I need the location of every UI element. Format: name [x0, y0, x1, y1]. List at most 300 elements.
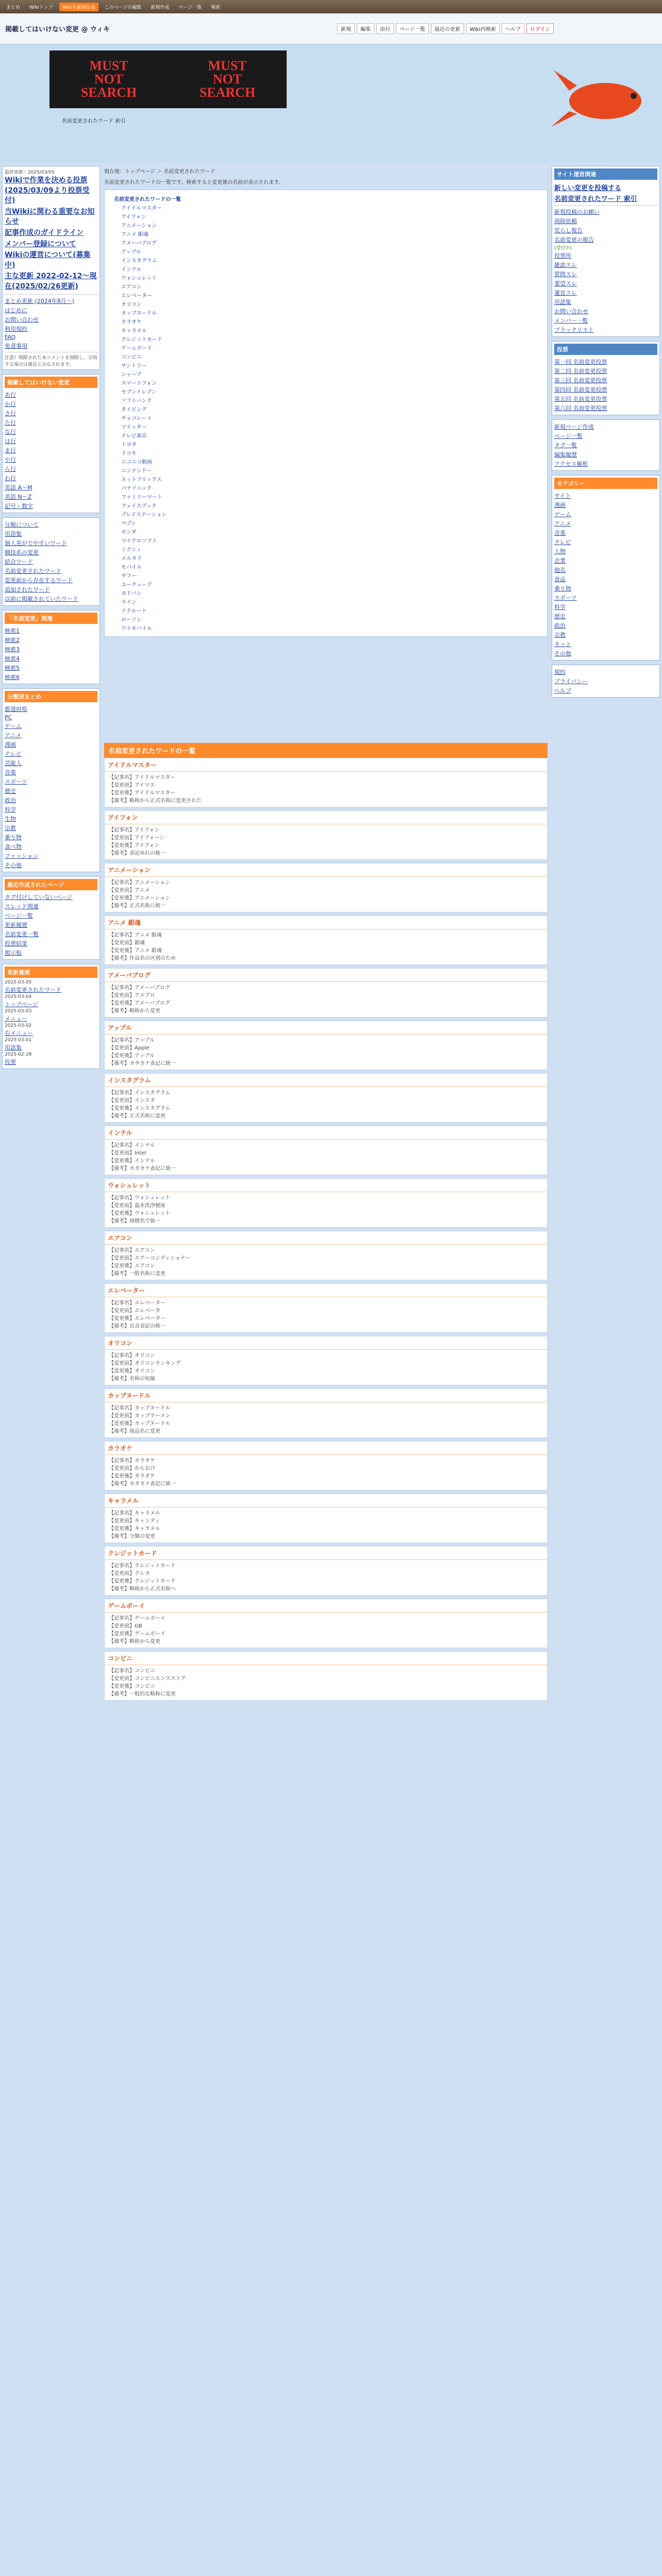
entry-line: 【変更後】エアコン: [109, 1263, 155, 1269]
banner: [0, 44, 662, 163]
entry-line: 【変更後】アメーバブログ: [109, 1001, 170, 1006]
entry-title[interactable]: インテル: [105, 1126, 547, 1140]
side-link[interactable]: 競技系の変更: [5, 549, 39, 556]
breadcrumb: 現在地：トップページ ＞ 名前変更されたワード: [104, 169, 216, 175]
side-link[interactable]: 追加されたワード: [5, 586, 50, 593]
history-link[interactable]: トップページ: [5, 1001, 39, 1008]
entry-line: 【備考】カタカナ表記に統一: [109, 1481, 176, 1487]
guideline-link[interactable]: 記事作成のガイドライン: [5, 228, 84, 237]
nav-item[interactable]: 新規: [337, 23, 355, 34]
nav-item[interactable]: 添付: [376, 23, 394, 34]
history-date: 2025-02-28: [5, 1052, 32, 1057]
toc-item[interactable]: ファミリーマート: [121, 495, 162, 500]
recent-link[interactable]: タグ付けしていないページ: [5, 893, 73, 901]
toc-item[interactable]: インスタグラム: [121, 258, 157, 264]
category-link[interactable]: 芸能人: [5, 759, 22, 767]
toc-item[interactable]: アイフォン: [121, 214, 146, 220]
category-link[interactable]: PC: [5, 714, 12, 721]
kana-link[interactable]: 英語 N〜Z: [5, 493, 32, 500]
recent-link[interactable]: 名前変更一覧: [5, 930, 39, 938]
history-link[interactable]: 名前変更されたワード: [5, 986, 61, 993]
toc-item[interactable]: チョコレート: [121, 416, 152, 421]
entry-title[interactable]: アイドルマスター: [105, 758, 547, 772]
right-category-link[interactable]: ネット: [554, 641, 571, 648]
history-box: [2, 964, 100, 1069]
entry-line: 【変更後】キャラメル: [109, 1526, 160, 1532]
entry-line: 【記事名】アニメ 銀魂: [109, 933, 162, 938]
side-link[interactable]: 結合ワード: [5, 558, 33, 565]
category-link[interactable]: ファッション: [5, 852, 39, 859]
right-category-link[interactable]: その他: [554, 650, 571, 657]
entry-card: [104, 863, 548, 912]
entry-line: 【変更前】アニメ: [109, 888, 150, 893]
category-link[interactable]: アニメ: [5, 732, 22, 739]
right-link[interactable]: 雑談スレ: [554, 262, 577, 268]
tag-link[interactable]: 検索2: [5, 636, 20, 643]
toc-item[interactable]: ゲームボーイ: [121, 346, 152, 351]
big-links: [5, 175, 97, 293]
toc-item[interactable]: トヨタ: [121, 442, 137, 448]
entry-card: [104, 1231, 548, 1280]
entry-line: 【変更前】アメブロ: [109, 993, 155, 998]
right-link[interactable]: お問い合わせ: [554, 308, 588, 315]
admin-link[interactable]: Wikiの運営について(募集中): [5, 251, 91, 269]
page-columns: [0, 163, 662, 1707]
category-link[interactable]: 都道府県: [5, 705, 27, 713]
tag-link[interactable]: 検索5: [5, 664, 20, 671]
left-note-link[interactable]: まとめ更新 (2024年8月〜): [5, 297, 75, 304]
entry-line: 【備考】カタカナ表記に統一: [109, 1166, 176, 1172]
toolbar-tab[interactable]: Wikiトップ: [29, 5, 53, 10]
new-wiki-button[interactable]: Wikiを新規作成: [59, 3, 98, 11]
toc-item[interactable]: タイピング: [121, 407, 147, 413]
entry-line: 【変更後】アイフォン: [109, 843, 160, 849]
entry-line: 【記事名】アニメーション: [109, 880, 171, 886]
toc-item[interactable]: モバイル: [121, 565, 142, 570]
toc-item[interactable]: シャープ: [121, 372, 142, 378]
category-link[interactable]: 漫画: [5, 741, 16, 748]
entry-title[interactable]: オリコン: [105, 1336, 547, 1350]
entry-title[interactable]: カラオケ: [105, 1442, 547, 1455]
toc-item[interactable]: ホンダ: [121, 530, 137, 535]
kana-link[interactable]: や行: [5, 456, 16, 463]
toc-item[interactable]: ドコモ: [121, 451, 137, 456]
right-category-link[interactable]: 漫画: [554, 502, 566, 509]
right-category-link[interactable]: テレビ: [554, 539, 571, 546]
right-category-link[interactable]: 政治: [554, 622, 566, 629]
vote-item[interactable]: 第二回 名前変更投票: [554, 368, 607, 375]
right-link[interactable]: メンバー一覧: [554, 317, 588, 324]
side-link[interactable]: 名前変更されたワード: [5, 567, 61, 574]
entry-line: 【変更前】アイフォーン: [109, 835, 165, 841]
right-link[interactable]: 運営スレ: [554, 290, 577, 296]
history-link[interactable]: メニュー: [5, 1015, 27, 1022]
kana-link[interactable]: ま行: [5, 447, 16, 454]
category-link[interactable]: 食べ物: [5, 843, 22, 850]
nav-item[interactable]: Wiki内検索: [466, 23, 500, 34]
browser-toolbar: [0, 0, 662, 13]
toc-item[interactable]: ネットフリックス: [121, 477, 162, 483]
kana-link[interactable]: あ行: [5, 391, 16, 398]
footer-link[interactable]: 規約: [554, 669, 566, 675]
right-category-link[interactable]: 宗教: [554, 632, 566, 638]
entry-body: [105, 1350, 547, 1385]
entry-card: [104, 1021, 548, 1070]
entry-line: 【変更後】カラオケ: [109, 1473, 155, 1479]
right-category-link[interactable]: 科学: [554, 604, 566, 611]
logo-text-left: MUST NOT SEARCH: [80, 58, 137, 100]
nav-item[interactable]: ページ一覧: [396, 23, 429, 34]
vote-link[interactable]: Wikiで作業を決める投票(2025/03/09より投票受付): [5, 176, 90, 205]
history-title: 更新履歴: [5, 967, 97, 978]
side-link[interactable]: 分類について: [5, 521, 39, 528]
toc-item[interactable]: キャラメル: [121, 328, 147, 334]
toc-item[interactable]: フェイスブック: [121, 503, 157, 509]
toc-item[interactable]: プレイステーション: [121, 512, 167, 518]
history-link[interactable]: 右メニュー: [5, 1029, 33, 1037]
entry-title[interactable]: コンビニ: [105, 1652, 547, 1665]
entry-line: 【変更後】カップヌードル: [109, 1421, 171, 1427]
right-category-link[interactable]: 歴史: [554, 613, 566, 620]
side-link[interactable]: 用語集: [5, 530, 22, 537]
entry-line: 【変更前】インスタ: [109, 1098, 155, 1104]
entry-card: [104, 1651, 548, 1701]
entry-line: 【変更前】クレカ: [109, 1571, 150, 1577]
entry-card: [104, 1546, 548, 1596]
toc-item[interactable]: ツイッター: [121, 425, 147, 430]
table-of-contents: [104, 190, 548, 637]
recent-link[interactable]: 更新履歴: [5, 921, 27, 928]
toc-item[interactable]: ユーチューブ: [121, 582, 152, 588]
vote-box: [552, 341, 660, 415]
entry-title[interactable]: カップヌードル: [105, 1389, 547, 1402]
toc-item[interactable]: ワイモバイル: [121, 626, 152, 632]
entry-line: 【変更後】インスタグラム: [109, 1106, 171, 1111]
right-category-link[interactable]: サイト: [554, 493, 571, 499]
entry-line: 【備考】名称の短縮: [109, 1376, 155, 1382]
status-badge: (受付中): [554, 246, 572, 251]
index-title: 掲載してはいけない変更: [5, 377, 97, 388]
tag-link[interactable]: 検索6: [5, 673, 20, 681]
entry-card: [104, 1336, 548, 1385]
recent-link[interactable]: スレッド関連: [5, 903, 39, 910]
entry-line: 【備考】表記ゆれの統一: [109, 851, 166, 856]
kana-link[interactable]: さ行: [5, 410, 16, 417]
banner-subtitle: 名前変更されたワード 索引: [62, 118, 126, 124]
entry-line: 【記事名】オリコン: [109, 1353, 155, 1359]
right-category-link[interactable]: アニメ: [554, 520, 571, 527]
left-note-link[interactable]: 利用規約: [5, 325, 27, 332]
kana-link[interactable]: 英語 A〜M: [5, 484, 32, 491]
entry-line: 【記事名】アイドルマスター: [109, 775, 176, 781]
nav-item[interactable]: ヘルプ: [502, 23, 524, 34]
left-note-link[interactable]: お問い合わせ: [5, 316, 39, 323]
notice-link[interactable]: 当Wikiに関わる重要なお知らせ: [5, 207, 95, 226]
toc-item[interactable]: エレベーター: [121, 293, 152, 299]
side-link[interactable]: 個人差がでやすいワード: [5, 539, 67, 547]
site-title[interactable]: 掲載してはいけない変更 @ ウィキ: [5, 26, 110, 33]
right-category-link[interactable]: ゲーム: [554, 511, 571, 518]
entry-line: 【備考】商品名に変更: [109, 1429, 160, 1434]
toc-item[interactable]: カラオケ: [121, 319, 142, 325]
entry-card: [104, 1388, 548, 1438]
entry-line: 【変更後】アニメーション: [109, 895, 171, 901]
toc-item[interactable]: アップル: [121, 249, 141, 255]
right-category-link[interactable]: 人物: [554, 548, 566, 555]
category-link[interactable]: 政治: [5, 796, 16, 804]
history-date: 2025-03-03: [5, 1008, 32, 1014]
intro-text: 名前変更されたワードの一覧です。検索すると変更後の名前が表示されます。: [104, 180, 284, 185]
tag-link[interactable]: 検索3: [5, 646, 20, 653]
entry-title[interactable]: ゲームボーイ: [105, 1599, 547, 1613]
toc-item[interactable]: ローソン: [121, 617, 142, 623]
entry-line: 【変更前】温水洗浄便座: [109, 1203, 166, 1209]
renamed-index-link[interactable]: 名前変更されたワード 索引: [554, 195, 637, 203]
right-link[interactable]: 削除依頼: [554, 218, 577, 225]
toc-heading[interactable]: 名前変更されたワードの一覧: [114, 197, 181, 202]
toc-item[interactable]: オリコン: [121, 302, 142, 308]
toc-item[interactable]: コンビニ: [121, 354, 142, 360]
entry-title[interactable]: ウォシュレット: [105, 1179, 547, 1192]
misc-box: [552, 419, 660, 471]
misc-link[interactable]: 新規ページ作成: [554, 423, 594, 430]
warning-text: 注意）削除された本コメントを削除し、引用する場合は違反とみなされます。: [5, 355, 98, 367]
category-link[interactable]: スポーツ: [5, 778, 27, 785]
entry-line: 【変更前】からおけ: [109, 1466, 155, 1471]
post-change-link[interactable]: 新しい変更を投稿する: [554, 184, 622, 192]
entry-body: [105, 1245, 547, 1280]
right-category-link[interactable]: 地名: [554, 567, 566, 573]
entry-line: 【備考】長音表記の統一: [109, 1324, 166, 1329]
entry-list: [104, 758, 548, 1701]
divider: [554, 205, 657, 206]
misc-link[interactable]: 編集履歴: [554, 451, 577, 458]
left-note-link[interactable]: 免責事項: [5, 342, 27, 349]
toc-item[interactable]: テレビ東京: [121, 433, 147, 439]
misc-link[interactable]: ページ一覧: [554, 433, 583, 439]
right-category-link[interactable]: 企業: [554, 557, 566, 564]
history-date: 2025-03-02: [5, 1023, 32, 1028]
entry-body: [105, 1140, 547, 1175]
entry-line: 【備考】略称から正式名称に変更された: [109, 798, 202, 804]
entry-line: 【変更後】ゲームボーイ: [109, 1631, 166, 1637]
category-link[interactable]: 宗教: [5, 824, 16, 832]
vote-item[interactable]: 第三回 名前変更投票: [554, 377, 607, 384]
right-link[interactable]: 名前変更の報告: [554, 236, 594, 243]
entry-line: 【変更前】銀魂: [109, 940, 145, 946]
toc-item[interactable]: ニコニコ動画: [121, 460, 152, 465]
recent-link[interactable]: ページ一覧: [5, 912, 33, 919]
toc-item[interactable]: ヤフー: [121, 573, 137, 579]
entry-title[interactable]: エアコン: [105, 1231, 547, 1245]
toolbar-tab[interactable]: 新規作成: [151, 5, 170, 10]
tag-link[interactable]: 検索1: [5, 627, 20, 634]
category-box: [2, 688, 100, 872]
kana-link[interactable]: 記号・数字: [5, 502, 33, 510]
toc-item[interactable]: ヨドバシ: [121, 591, 142, 597]
entry-body: [105, 1665, 547, 1700]
toc-item[interactable]: ミクシィ: [121, 547, 142, 553]
toc-item[interactable]: アニメ 銀魂: [121, 232, 148, 238]
section-title: 名前変更されたワードの一覧: [104, 743, 548, 758]
entry-body: [105, 1192, 547, 1227]
toc-item[interactable]: パナソニック: [121, 486, 152, 492]
left-note-link[interactable]: FAQ: [5, 333, 16, 341]
right-link[interactable]: 用語集: [554, 299, 571, 306]
category-link[interactable]: 生物: [5, 815, 16, 822]
category-link[interactable]: テレビ: [5, 750, 22, 757]
right-link[interactable]: 質問スレ: [554, 271, 577, 278]
lobster-icon: [549, 55, 652, 137]
history-link[interactable]: 投票: [5, 1058, 16, 1065]
toc-item[interactable]: アニメーション: [121, 223, 157, 229]
category-link[interactable]: 乗り物: [5, 834, 22, 841]
history-link[interactable]: 用語集: [5, 1044, 22, 1051]
entry-title[interactable]: クレジットカード: [105, 1547, 547, 1560]
tag-title: 「名前変更」関連: [5, 613, 97, 624]
nav-item[interactable]: 最近の更新: [431, 23, 464, 34]
entry-line: 【備考】作品名の区別のため: [109, 956, 176, 961]
misc-link[interactable]: アクセス解析: [554, 461, 588, 467]
vote-item[interactable]: 第五回 名前変更投票: [554, 396, 607, 402]
toc-item[interactable]: マイクロソフト: [121, 538, 157, 544]
entry-body: [105, 1507, 547, 1543]
toc-item[interactable]: ウォシュレット: [121, 276, 157, 281]
right-link[interactable]: 新規投稿のお願い: [554, 209, 600, 215]
entry-line: 【備考】略称から変更: [109, 1639, 160, 1645]
category-link[interactable]: ゲーム: [5, 722, 22, 730]
entry-title[interactable]: アップル: [105, 1021, 547, 1035]
site-logo[interactable]: [49, 50, 287, 108]
footer-link[interactable]: プライバシー: [554, 678, 588, 685]
entry-line: 【変更後】オリコン: [109, 1368, 155, 1374]
recent-link[interactable]: 投票結果: [5, 940, 27, 947]
footer-link[interactable]: ヘルプ: [554, 687, 571, 694]
toc-item[interactable]: アメーバブログ: [121, 241, 157, 246]
category-link[interactable]: 科学: [5, 806, 16, 813]
entry-line: 【変更前】アイマス: [109, 783, 155, 788]
entry-card: [104, 916, 548, 965]
entry-line: 【記事名】インテル: [109, 1143, 155, 1148]
right-link[interactable]: 荒らし報告: [554, 227, 583, 234]
toc-item[interactable]: ニンテンドー: [121, 468, 152, 474]
entry-title[interactable]: キャラメル: [105, 1494, 547, 1507]
category-link[interactable]: その他: [5, 861, 22, 869]
toc-item[interactable]: リクルート: [121, 608, 147, 614]
history-date: 2025-03-04: [5, 994, 32, 999]
vote-title: 投票: [554, 344, 657, 355]
right-menu-title: サイト運営関連: [554, 168, 657, 180]
category-link[interactable]: 音楽: [5, 769, 16, 776]
kana-link[interactable]: わ行: [5, 474, 16, 482]
entry-card: [104, 1126, 548, 1175]
toc-item[interactable]: サントリー: [121, 363, 147, 369]
entry-title[interactable]: エレベーター: [105, 1284, 547, 1297]
toc-item[interactable]: メルカリ: [121, 556, 142, 562]
vote-item[interactable]: 第六回 名前変更投票: [554, 405, 607, 412]
right-link[interactable]: 投票所: [554, 252, 571, 259]
toc-item[interactable]: クレジットカード: [121, 337, 162, 343]
kana-link[interactable]: ら行: [5, 465, 16, 472]
right-link[interactable]: 要望スレ: [554, 280, 577, 287]
category-link[interactable]: 歴史: [5, 787, 16, 794]
entry-line: 【備考】一般的な略称に変更: [109, 1691, 176, 1697]
toc-item[interactable]: ペプシ: [121, 521, 137, 527]
toolbar-tab[interactable]: 検索: [211, 5, 221, 10]
toc-item[interactable]: カップヌードル: [121, 311, 157, 316]
entry-line: 【記事名】アイフォン: [109, 827, 160, 833]
entry-line: 【記事名】カラオケ: [109, 1458, 155, 1464]
entry-line: 【記事名】エアコン: [109, 1248, 155, 1253]
toc-item[interactable]: ソフトバンク: [121, 398, 152, 404]
kana-link[interactable]: た行: [5, 419, 16, 426]
logo-text-right: MUST NOT SEARCH: [199, 58, 256, 100]
toolbar-tab[interactable]: ページ一覧: [178, 5, 202, 10]
toc-item[interactable]: アイドルマスター: [121, 206, 162, 211]
entry-line: 【記事名】アメーバブログ: [109, 985, 170, 991]
member-link[interactable]: メンバー登録について: [5, 240, 76, 248]
side-link[interactable]: 以前に掲載されていたワード: [5, 595, 78, 602]
entry-line: 【備考】略称から変更: [109, 1008, 160, 1014]
kana-link[interactable]: な行: [5, 428, 16, 435]
login-button[interactable]: ログイン: [526, 23, 554, 34]
entry-line: 【備考】正式名称に統一: [109, 903, 166, 909]
entry-card: [104, 1178, 548, 1228]
toc-item[interactable]: エアコン: [121, 284, 142, 290]
right-category-link[interactable]: 食品: [554, 576, 566, 583]
entry-title[interactable]: アイフォン: [105, 811, 547, 824]
toc-item[interactable]: セブンイレブン: [121, 389, 157, 395]
kana-link[interactable]: か行: [5, 400, 16, 408]
entry-card: [104, 1494, 548, 1543]
right-category-link[interactable]: 音楽: [554, 530, 566, 536]
tag-link[interactable]: 検索4: [5, 655, 20, 662]
toc-item[interactable]: インテル: [121, 267, 142, 273]
misc-link[interactable]: タグ一覧: [554, 442, 577, 449]
toolbar-tab[interactable]: このページの編集: [104, 5, 142, 10]
side-links-box: [2, 517, 100, 606]
left-sidebar: [2, 166, 100, 1704]
entry-title[interactable]: アメーバブログ: [105, 969, 547, 982]
entry-body: [105, 1035, 547, 1070]
entry-line: 【変更後】インテル: [109, 1158, 155, 1164]
vote-item[interactable]: 第一回 名前変更投票: [554, 359, 607, 365]
entry-line: 【備考】カタカナ表記に統一: [109, 1061, 176, 1066]
vote-item[interactable]: 第四回 名前変更投票: [554, 386, 607, 393]
toc-item[interactable]: スマートフォン: [121, 381, 157, 386]
right-footer-box: [552, 665, 660, 698]
left-note-link[interactable]: はじめに: [5, 307, 27, 314]
entry-title[interactable]: インスタグラム: [105, 1074, 547, 1087]
right-category-link[interactable]: 乗り物: [554, 585, 571, 592]
entry-line: 【変更前】Intel: [109, 1150, 146, 1156]
toc-item[interactable]: ライン: [121, 600, 137, 605]
entry-title[interactable]: アニメ 銀魂: [105, 916, 547, 929]
kana-link[interactable]: は行: [5, 437, 16, 445]
right-category-box: [552, 475, 660, 660]
nav-item[interactable]: 編集: [357, 23, 374, 34]
entry-line: 【記事名】カップヌードル: [109, 1405, 171, 1411]
right-link[interactable]: ブラックリスト: [554, 327, 594, 333]
entry-line: 【変更後】アニメ 銀魂: [109, 948, 162, 954]
side-link[interactable]: 変更前から存在するワード: [5, 577, 73, 584]
entry-title[interactable]: アニメーション: [105, 863, 547, 877]
entry-line: 【変更前】カップラーメン: [109, 1413, 171, 1419]
toolbar-tab[interactable]: まとめ: [6, 5, 21, 10]
right-category-link[interactable]: スポーツ: [554, 595, 577, 601]
updates-link[interactable]: 主な更新 2022-02-12〜現在(2025/02/26更新): [5, 272, 97, 291]
recent-link[interactable]: 掲示板: [5, 949, 22, 956]
